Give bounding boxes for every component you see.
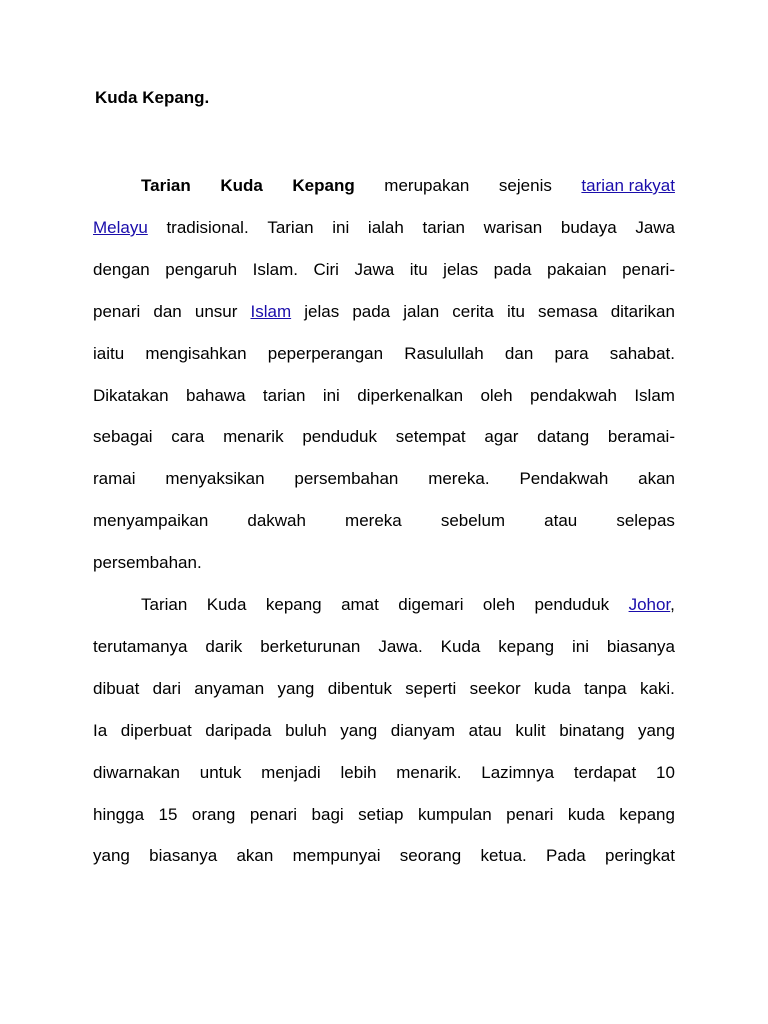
word: sejenis [498, 176, 552, 195]
word: tanpa [584, 679, 627, 698]
word: Lazimnya [481, 763, 555, 782]
word: kumpulan [417, 805, 492, 824]
word: binatang [559, 721, 625, 740]
word: mereka [345, 511, 402, 530]
word: digemari [398, 595, 464, 614]
word: diperbuat [120, 721, 192, 740]
word: mereka. [428, 469, 490, 488]
word: menyampaikan [93, 511, 209, 530]
word: berketurunan [260, 637, 361, 656]
text-line [93, 803, 675, 827]
text-line [93, 467, 675, 491]
word: bahawa [185, 386, 246, 405]
text-line [93, 425, 675, 449]
word: untuk [199, 763, 242, 782]
word: sahabat. [609, 344, 675, 363]
word [251, 300, 292, 324]
word: unsur [194, 302, 238, 321]
word: oleh [482, 595, 516, 614]
word: seekor [469, 679, 521, 698]
word: pada [493, 260, 532, 279]
word: kaki. [639, 679, 675, 698]
word: ramai [93, 469, 136, 488]
word: Tarian [141, 595, 188, 614]
word: akan [638, 469, 675, 488]
word: ketua. [480, 846, 527, 865]
word [93, 216, 148, 240]
text-line [93, 342, 675, 366]
word: Kepang [292, 176, 355, 195]
text-line [93, 300, 675, 324]
word: yang [638, 721, 675, 740]
word: kuda [533, 679, 571, 698]
word: dan [504, 344, 534, 363]
word: ini [322, 386, 340, 405]
word: akan [236, 846, 274, 865]
word: orang [191, 805, 236, 824]
word: para [554, 344, 589, 363]
hyperlink[interactable]: tarian rakyat [581, 176, 675, 195]
word: Kuda [440, 637, 481, 656]
word: Kuda [220, 176, 263, 195]
word: iaitu [93, 344, 125, 363]
word: cara [171, 427, 205, 446]
text-line [93, 258, 675, 282]
word: persembahan [294, 469, 399, 488]
word: agar [484, 427, 519, 446]
word: biasanya [149, 846, 218, 865]
word: lebih [340, 763, 377, 782]
word: penari [93, 302, 141, 321]
word: dakwah [247, 511, 306, 530]
word: setempat [395, 427, 466, 446]
word: menarik. [396, 763, 462, 782]
text-line [93, 677, 675, 701]
word: dengan [93, 260, 150, 279]
word: beramai- [607, 427, 675, 446]
word: peringkat [605, 846, 675, 865]
text-line [93, 635, 675, 659]
word: Islam. [252, 260, 298, 279]
word: kepang [265, 595, 322, 614]
word: budaya [560, 218, 617, 237]
word: kulit [515, 721, 546, 740]
word: tarian [262, 386, 306, 405]
word: ini [332, 218, 350, 237]
text-line [93, 509, 675, 533]
hyperlink[interactable]: Melayu [93, 218, 148, 237]
text-line [141, 593, 675, 617]
text-line [93, 384, 675, 408]
text-line [141, 174, 675, 198]
word: Kuda [206, 595, 247, 614]
word: hingga [93, 805, 145, 824]
word: atau [468, 721, 502, 740]
word: selepas [616, 511, 675, 530]
word: penduduk [302, 427, 377, 446]
word: jelas [304, 302, 340, 321]
word: dibuat [93, 679, 140, 698]
text-line [93, 844, 675, 868]
word: yang [340, 721, 378, 740]
word: diwarnakan [93, 763, 180, 782]
word [581, 174, 675, 198]
word: merupakan [384, 176, 470, 195]
word: itu [506, 302, 525, 321]
word: pakaian [547, 260, 607, 279]
word: 15 [158, 805, 178, 824]
word: setiap [358, 805, 404, 824]
word: warisan [483, 218, 543, 237]
word: persembahan. [93, 553, 202, 572]
word: kepang [619, 805, 675, 824]
word: Ia [93, 721, 108, 740]
word: pendakwah [529, 386, 617, 405]
word: atau [544, 511, 578, 530]
word: mempunyai [292, 846, 381, 865]
word: bagi [311, 805, 344, 824]
word: biasanya [606, 637, 675, 656]
word: ini [571, 637, 589, 656]
word: Islam [634, 386, 675, 405]
word: Jawa [635, 218, 675, 237]
word: tarian [422, 218, 466, 237]
hyperlink[interactable]: Islam [250, 302, 292, 321]
word: Jawa [354, 260, 395, 279]
hyperlink[interactable]: Johor [628, 595, 671, 614]
word: ditarikan [610, 302, 675, 321]
word: Tarian [267, 218, 314, 237]
word: itu [409, 260, 428, 279]
word: jelas [443, 260, 479, 279]
word: darik [205, 637, 243, 656]
word: ialah [367, 218, 404, 237]
word: Rasulullah [404, 344, 484, 363]
word: Pada [546, 846, 586, 865]
word: datang [537, 427, 590, 446]
text-line [93, 761, 675, 785]
word: terutamanya [93, 637, 188, 656]
word: penari- [622, 260, 675, 279]
word: sebelum [440, 511, 506, 530]
word: kuda [567, 805, 605, 824]
word: mengisahkan [145, 344, 247, 363]
word: 10 [656, 763, 675, 782]
text-line [93, 719, 675, 743]
word: dari [152, 679, 181, 698]
word: menyaksikan [165, 469, 265, 488]
word: Pendakwah [519, 469, 609, 488]
word: kepang [498, 637, 555, 656]
word: dibentuk [327, 679, 392, 698]
word: semasa [538, 302, 598, 321]
word: diperkenalkan [357, 386, 464, 405]
word: penari [506, 805, 554, 824]
word: cerita [452, 302, 494, 321]
word: seorang [399, 846, 462, 865]
word: Ciri [313, 260, 339, 279]
word: buluh [285, 721, 327, 740]
word: amat [341, 595, 379, 614]
word: Jawa. [378, 637, 423, 656]
word: sebagai [93, 427, 153, 446]
word: peperperangan [267, 344, 384, 363]
text-line [93, 551, 675, 575]
word: seperti [405, 679, 457, 698]
word: Johor, [628, 595, 675, 614]
word: pada [352, 302, 391, 321]
word: Tarian [141, 176, 191, 195]
word: daripada [205, 721, 272, 740]
word: dianyam [390, 721, 456, 740]
word: anyaman [194, 679, 265, 698]
word: oleh [480, 386, 513, 405]
word: yang [93, 846, 130, 865]
word: penari [249, 805, 298, 824]
word: tradisional. [166, 218, 249, 237]
word: Dikatakan [93, 386, 169, 405]
document-title: Kuda Kepang. [95, 88, 210, 107]
word: terdapat [573, 763, 637, 782]
word: penduduk [534, 595, 610, 614]
word: menarik [223, 427, 284, 446]
word: dan [153, 302, 182, 321]
word: menjadi [261, 763, 321, 782]
word: yang [277, 679, 315, 698]
word: jalan [403, 302, 440, 321]
word: pengaruh [165, 260, 238, 279]
text-line [93, 216, 675, 240]
